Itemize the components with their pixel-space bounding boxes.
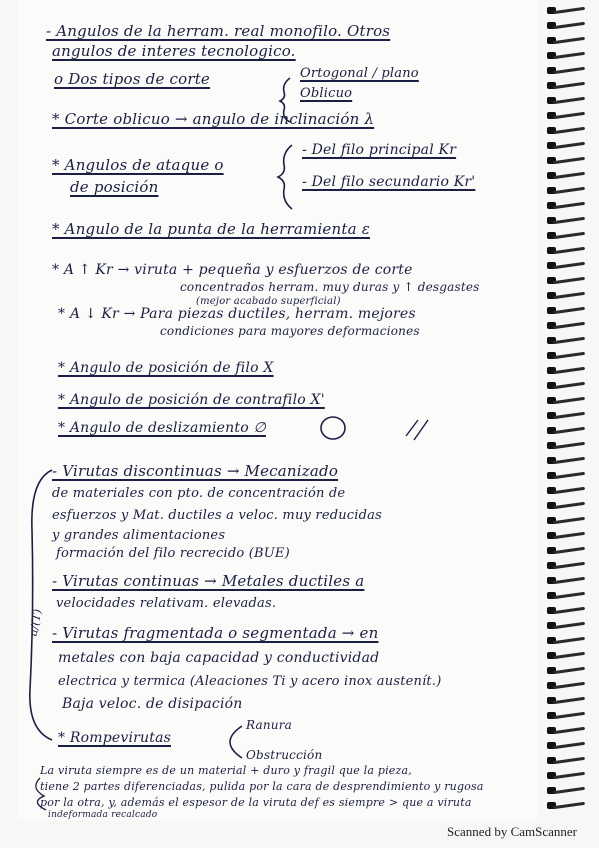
line-baja-velocidad: Baja veloc. de disipación — [62, 696, 243, 712]
line-posicion-filo: * Angulo de posición de filo X — [58, 360, 274, 376]
line-viruta-siempre: La viruta siempre es de un material + duro y fragil que la pieza, — [40, 764, 412, 777]
line-interes-tecnologico: angulos de interes tecnologico. — [52, 42, 296, 60]
line-virutas-discontinuas: - Virutas discontinuas → Mecanizado — [52, 462, 339, 480]
line-ranura: Ranura — [246, 718, 293, 732]
brace-rompevirutas — [230, 726, 242, 758]
line-dos-tipos-corte: o Dos tipos de corte — [54, 70, 210, 88]
line-deslizamiento: * Angulo de deslizamiento ∅ — [58, 420, 266, 436]
line-filo-principal: - Del filo principal Kr — [302, 142, 457, 158]
line-metales-baja-capacidad: metales con baja capacidad y conductividad — [58, 650, 380, 666]
margin-note: a/(T) — [26, 607, 45, 638]
line-obstruccion: Obstrucción — [246, 748, 323, 762]
line-dos-partes: tiene 2 partes diferenciadas, pulida por la cara de desprendimiento y rugosa — [40, 780, 484, 793]
line-condiciones: condiciones para mayores deformaciones — [160, 324, 420, 338]
line-posicion-contrafilo: * Angulo de posición de contrafilo X' — [58, 392, 325, 408]
scanner-credit: Scanned by CamScanner — [447, 824, 577, 839]
line-ortogonal: Ortogonal / plano — [300, 66, 419, 81]
line-espesor-viruta: por la otra, y, además el espesor de la viruta def es siempre > que a viruta — [40, 796, 472, 809]
line-esfuerzos-ductiles: esfuerzos y Mat. ductiles a veloc. muy reducidas — [52, 508, 382, 523]
line-angulos-ataque: * Angulos de ataque o — [52, 156, 224, 174]
line-angulo-punta: * Angulo de la punta de la herramienta ε — [52, 220, 370, 238]
line-virutas-continuas: - Virutas continuas → Metales ductiles a — [52, 572, 365, 590]
brace-angulos-ataque — [278, 145, 292, 209]
line-a-up-kr: * A ↑ Kr → viruta + pequeña y esfuerzos de corte — [52, 262, 413, 278]
line-electrica-termica: electrica y termica (Aleaciones Ti y acero inox austenít.) — [58, 674, 442, 689]
line-filo-recrecido: formación del filo recrecido (BUE) — [56, 546, 290, 561]
line-a-down-kr: * A ↓ Kr → Para piezas ductiles, herram. mejores — [58, 306, 416, 322]
circle-phi — [321, 417, 345, 439]
line-virutas-fragmentadas: - Virutas fragmentada o segmentada → en — [52, 624, 379, 642]
line-concentrados: concentrados herram. muy duras y ↑ desgastes — [180, 280, 480, 294]
line-oblicuo: Oblicuo — [300, 86, 353, 101]
line-rompevirutas: * Rompevirutas — [58, 730, 171, 746]
line-filo-secundario: - Del filo secundario Kr' — [302, 174, 476, 190]
line-indeformada: indeformada recalcado — [48, 810, 158, 820]
line-corte-oblicuo: * Corte oblicuo → angulo de inclinación λ — [52, 110, 375, 128]
line-grandes-alimentaciones: y grandes alimentaciones — [52, 528, 226, 543]
line-velocidades-elevadas: velocidades relativam. elevadas. — [56, 596, 277, 611]
line-materiales-concentracion: de materiales con pto. de concentración de — [52, 486, 346, 501]
line-angulos-herramienta: - Angulos de la herram. real monofilo. Otros — [46, 22, 391, 40]
doodle-strokes — [406, 420, 428, 440]
line-mejor-acabado: (mejor acabado superficial) — [196, 296, 341, 307]
line-de-posicion: de posición — [70, 178, 159, 196]
bracket-viruta-section — [30, 470, 52, 740]
